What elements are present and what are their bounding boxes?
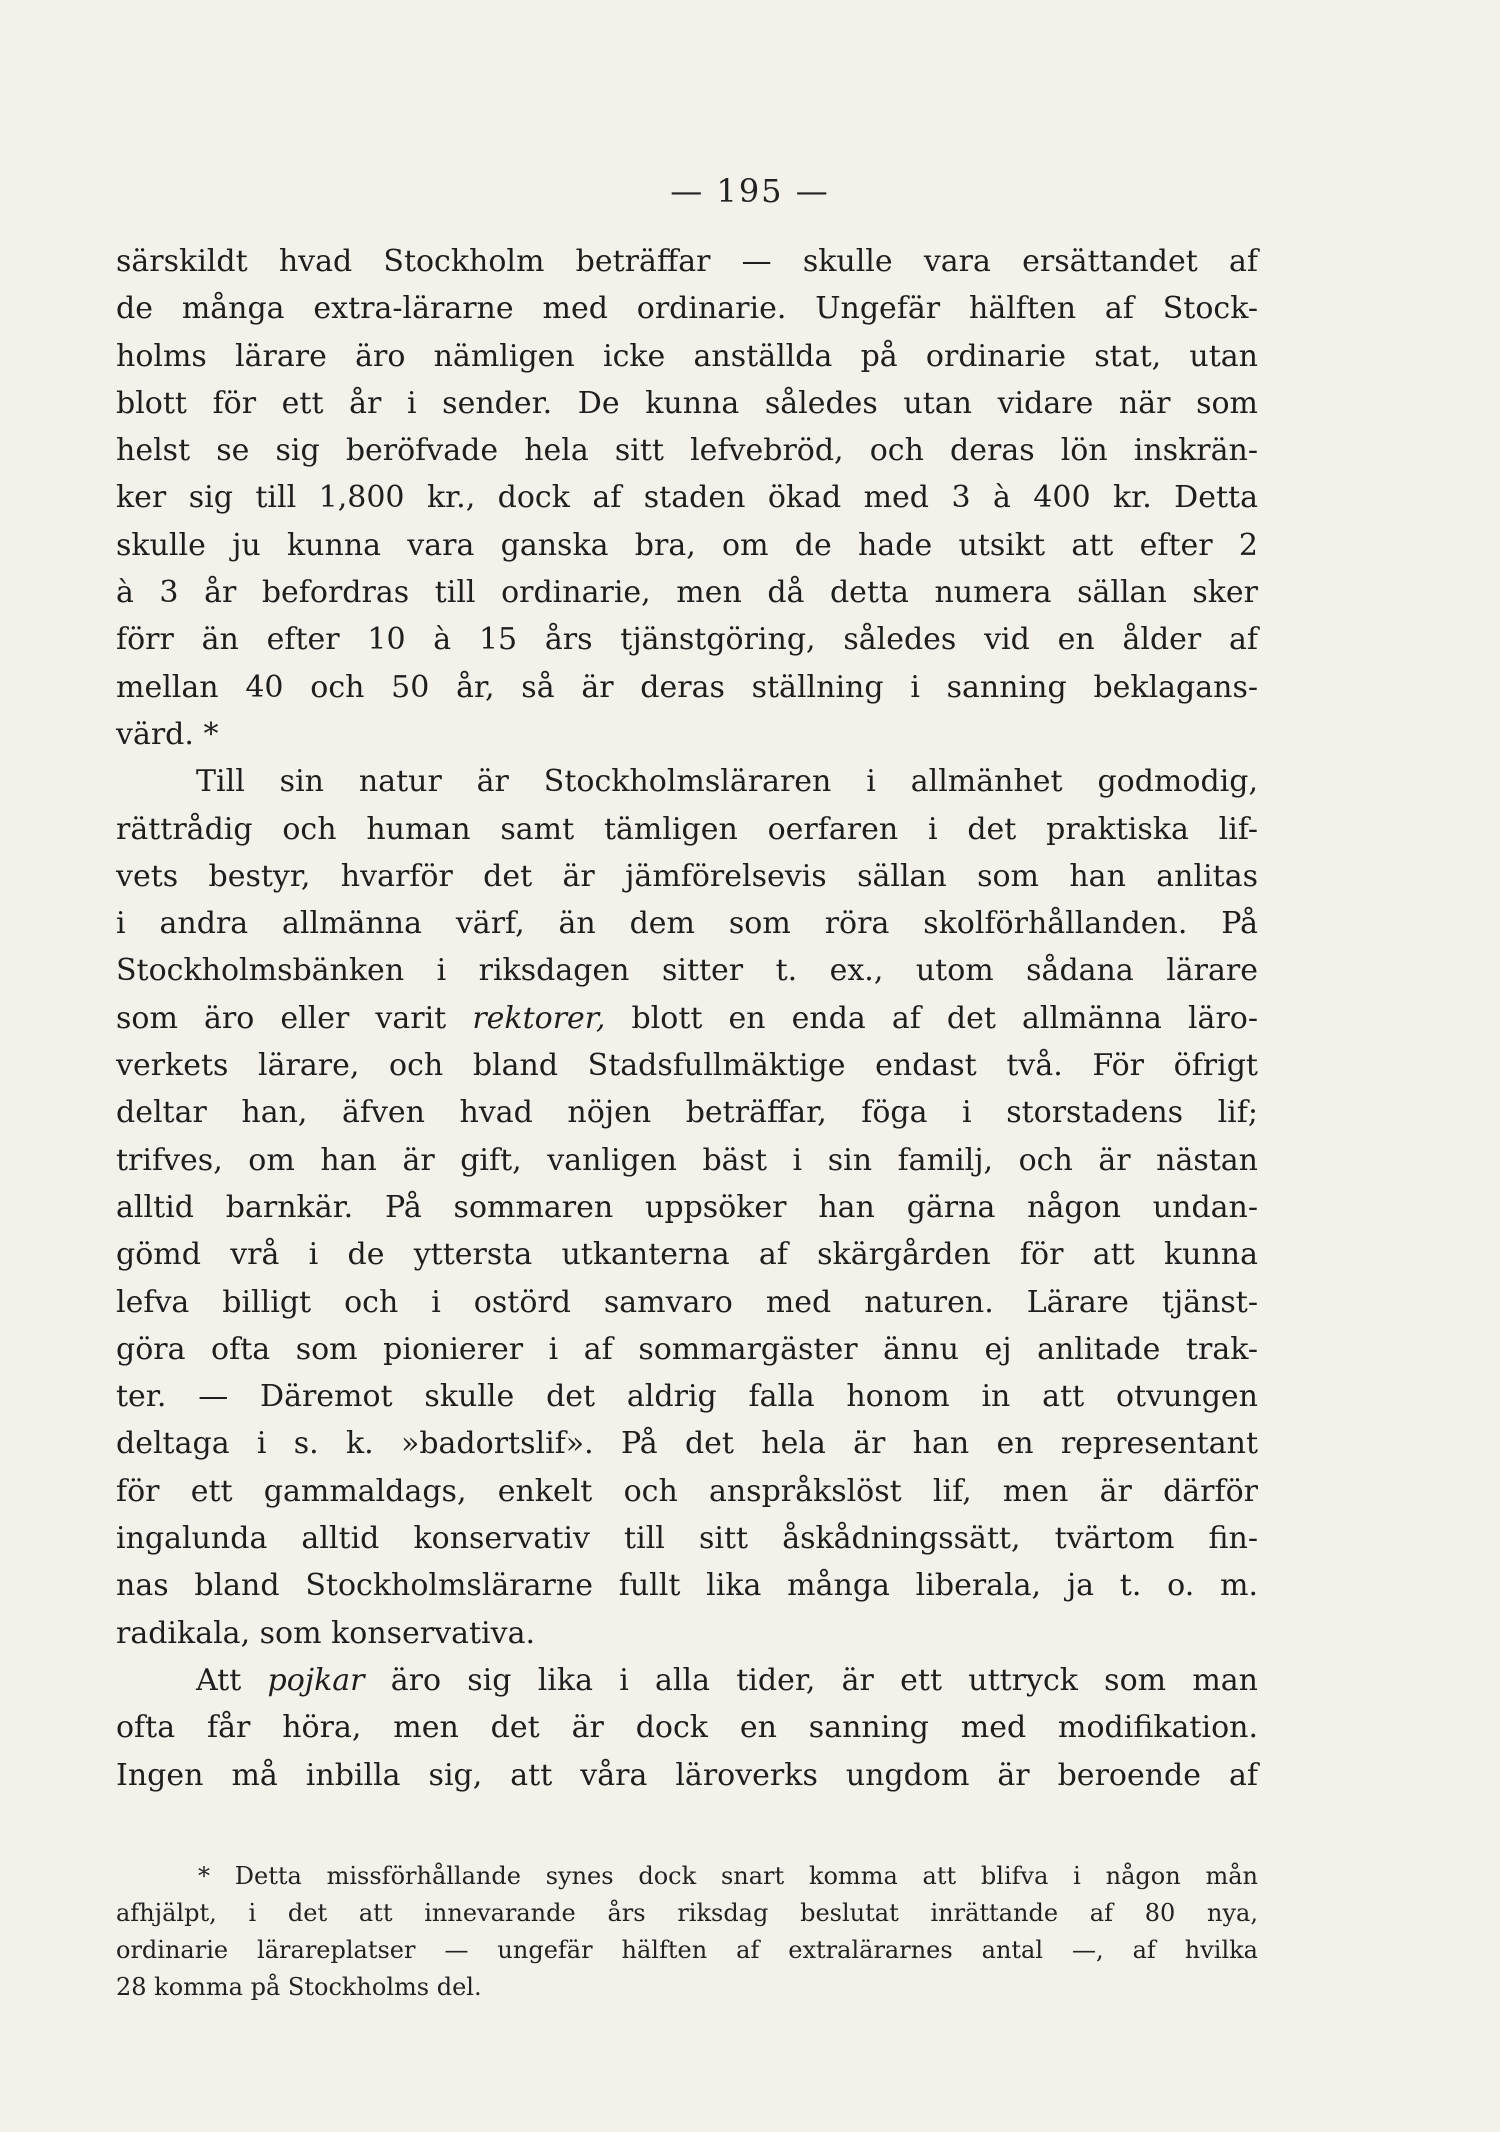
text-line: Ingen må inbilla sig, att våra läroverks ungdom är beroende af bbox=[116, 1757, 1258, 1793]
page-number: — 195 — bbox=[670, 172, 830, 210]
text-line: särskildt hvad Stockholm beträffar — skulle vara ersättandet af bbox=[116, 244, 1258, 279]
text-segment: som äro eller varit bbox=[116, 1000, 447, 1036]
text-line: skulle ju kunna vara ganska bra, om de hade utsikt att efter 2 bbox=[116, 527, 1258, 563]
text-line: för ett gammaldags, enkelt och anspråkslöst lif, men är därför bbox=[116, 1473, 1258, 1509]
text-line: ofta får höra, men det är dock en sanning med modifikation. bbox=[116, 1710, 1258, 1746]
text-line: radikala, som konservativa. bbox=[116, 1615, 535, 1651]
text-line: mellan 40 och 50 år, så är deras ställning i sanning beklagans- bbox=[116, 669, 1258, 705]
italic-text-segment: rektorer, bbox=[472, 1000, 606, 1036]
paragraph bbox=[116, 1657, 1258, 1799]
text-line: holms lärare äro nämligen icke anställda på ordinarie stat, utan bbox=[116, 338, 1258, 374]
text-segment: Att bbox=[196, 1662, 242, 1698]
text-line: blott för ett år i sender. De kunna således utan vidare när som bbox=[116, 385, 1258, 421]
text-line: de många extra-lärarne med ordinarie. Ungefär hälften af Stock- bbox=[116, 291, 1258, 327]
text-line: värd. * bbox=[116, 716, 219, 752]
text-segment: blott en enda af det allmänna läro- bbox=[631, 1000, 1258, 1036]
text-line: helst se sig beröfvade hela sitt lefvebröd, och deras lön inskrän- bbox=[116, 433, 1258, 469]
footnote-line: 28 komma på Stockholms del. bbox=[116, 1973, 482, 2001]
text-line: i andra allmänna värf, än dem som röra skolförhållanden. På bbox=[116, 906, 1258, 942]
text-line: göra ofta som pionierer i af sommargäster ännu ej anlitade trak- bbox=[116, 1331, 1258, 1367]
footnote-line: * Detta missförhållande synes dock snart komma att blifva i någon mån bbox=[198, 1862, 1258, 1890]
text-line: gömd vrå i de yttersta utkanterna af skärgården för att kunna bbox=[116, 1237, 1258, 1273]
footnote-line: ordinarie lärareplatser — ungefär hälften af extralärarnes antal —, af hvilka bbox=[116, 1936, 1258, 1964]
text-line: trifves, om han är gift, vanligen bäst i sin familj, och är nästan bbox=[116, 1142, 1258, 1178]
footnote bbox=[116, 1858, 1258, 2006]
text-line: förr än efter 10 à 15 års tjänstgöring, således vid en ålder af bbox=[116, 622, 1258, 658]
footnote-line: afhjälpt, i det att innevarande års riksdag beslutat inrättande af 80 nya, bbox=[116, 1899, 1258, 1927]
body-text bbox=[116, 238, 1258, 1799]
text-line: à 3 år befordras till ordinarie, men då detta numera sällan sker bbox=[116, 575, 1258, 611]
text-line: vets bestyr, hvarför det är jämförelsevis sällan som han anlitas bbox=[116, 858, 1258, 894]
text-line-mixed bbox=[116, 1657, 1258, 1704]
text-line: ingalunda alltid konservativ till sitt åskådningssätt, tvärtom fin- bbox=[116, 1521, 1258, 1557]
text-line-mixed bbox=[116, 995, 1258, 1042]
text-line: Till sin natur är Stockholmsläraren i allmänhet godmodig, bbox=[196, 764, 1258, 800]
text-line: ker sig till 1,800 kr., dock af staden ökad med 3 à 400 kr. Detta bbox=[116, 480, 1258, 516]
paragraph bbox=[116, 758, 1258, 1657]
text-line: Stockholmsbänken i riksdagen sitter t. ex., utom sådana lärare bbox=[116, 953, 1258, 989]
text-line: deltar han, äfven hvad nöjen beträffar, föga i storstadens lif; bbox=[116, 1095, 1258, 1131]
text-line: deltaga i s. k. »badortslif». På det hela är han en representant bbox=[116, 1426, 1258, 1462]
text-segment: äro sig lika i alla tider, är ett uttryck som man bbox=[390, 1662, 1258, 1698]
text-line: ter. — Däremot skulle det aldrig falla honom in att otvungen bbox=[116, 1379, 1258, 1415]
italic-text-segment: pojkar bbox=[267, 1662, 365, 1698]
text-line: nas bland Stockholmslärarne fullt lika många liberala, ja t. o. m. bbox=[116, 1568, 1258, 1604]
paragraph bbox=[116, 238, 1258, 758]
text-line: lefva billigt och i ostörd samvaro med naturen. Lärare tjänst- bbox=[116, 1284, 1258, 1320]
text-line: verkets lärare, och bland Stadsfullmäktige endast två. För öfrigt bbox=[116, 1048, 1258, 1084]
text-line: alltid barnkär. På sommaren uppsöker han gärna någon undan- bbox=[116, 1189, 1258, 1225]
text-line: rättrådig och human samt tämligen oerfaren i det praktiska lif- bbox=[116, 811, 1258, 847]
